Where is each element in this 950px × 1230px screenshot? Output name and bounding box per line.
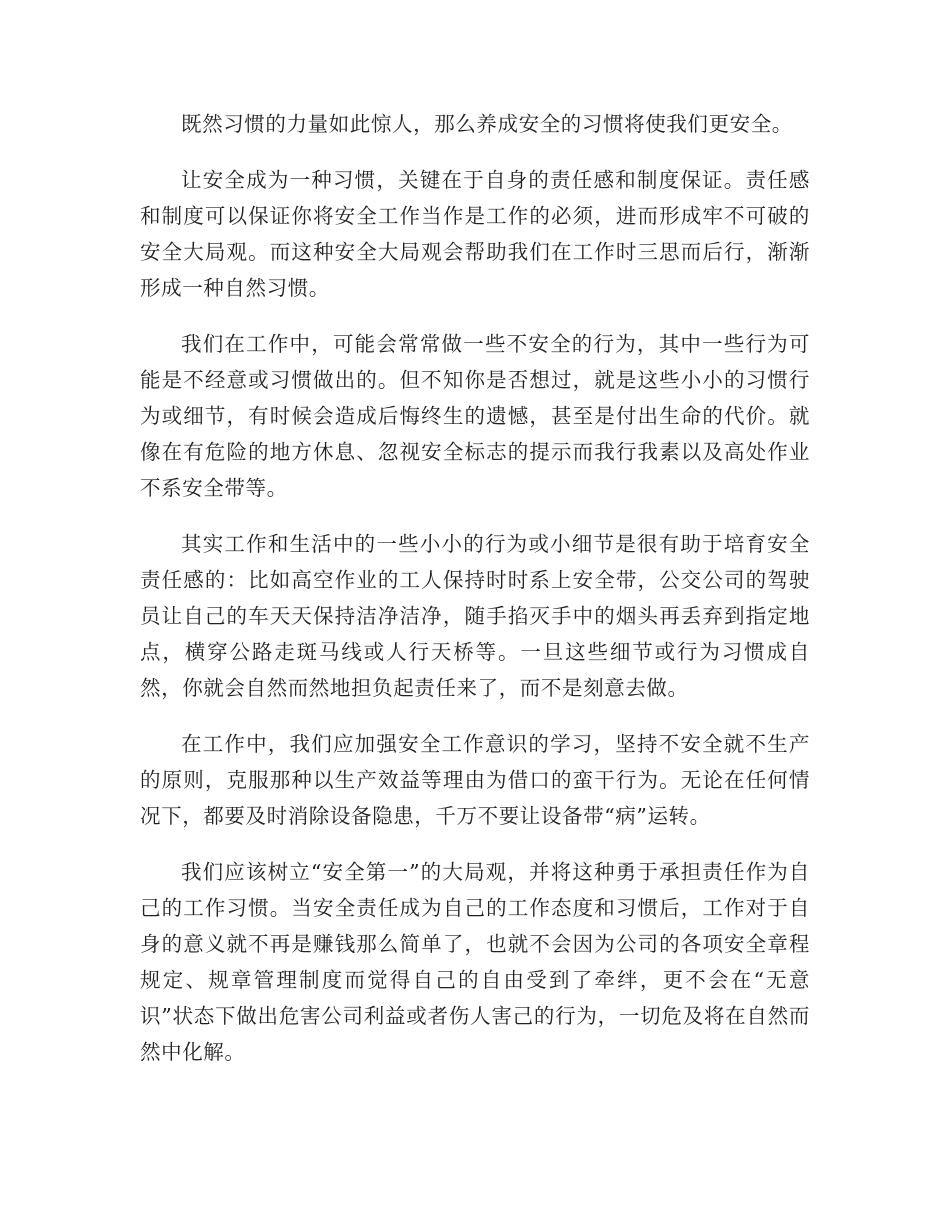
paragraph-4: 其实工作和生活中的一些小小的行为或小细节是很有助于培育安全责任感的：比如高空作业的工人保持时时系上安全带，公交公司的驾驶员让自己的车天天保持洁净洁净，随手掐灭手中的烟头再丢弃到指定地点，横穿公路走斑马线或人行天桥等。一旦这些细节或行为习惯成自然，你就会自然而然地担负起责任来了，而不是刻意去做。: [140, 532, 810, 700]
paragraph-1: 既然习惯的力量如此惊人，那么养成安全的习惯将使我们更安全。: [181, 112, 793, 136]
paragraph-5: 在工作中，我们应加强安全工作意识的学习，坚持不安全就不生产的原则，克服那种以生产效益等理由为借口的蛮干行为。无论在任何情况下，都要及时消除设备隐患，千万不要让设备带“病”运转。: [140, 732, 810, 828]
paragraph-2: 让安全成为一种习惯，关键在于自身的责任感和制度保证。责任感和制度可以保证你将安全工作当作是工作的必须，进而形成牢不可破的安全大局观。而这种安全大局观会帮助我们在工作时三思而后行，渐渐形成一种自然习惯。: [140, 168, 810, 300]
paragraph-6: 我们应该树立“安全第一”的大局观，并将这种勇于承担责任作为自己的工作习惯。当安全责任成为自己的工作态度和习惯后，工作对于自身的意义就不再是赚钱那么简单了，也就不会因为公司的各项安全章程规定、规章管理制度而觉得自己的自由受到了牵绊，更不会在“无意识”状态下做出危害公司利益或者伤人害己的行为，一切危及将在自然而然中化解。: [140, 860, 810, 1064]
document-body: [140, 106, 810, 1090]
paragraph-3: 我们在工作中，可能会常常做一些不安全的行为，其中一些行为可能是不经意或习惯做出的。但不知你是否想过，就是这些小小的习惯行为或细节，有时候会造成后悔终生的遗憾，甚至是付出生命的代价。就像在有危险的地方休息、忽视安全标志的提示而我行我素以及高处作业不系安全带等。: [140, 332, 810, 500]
